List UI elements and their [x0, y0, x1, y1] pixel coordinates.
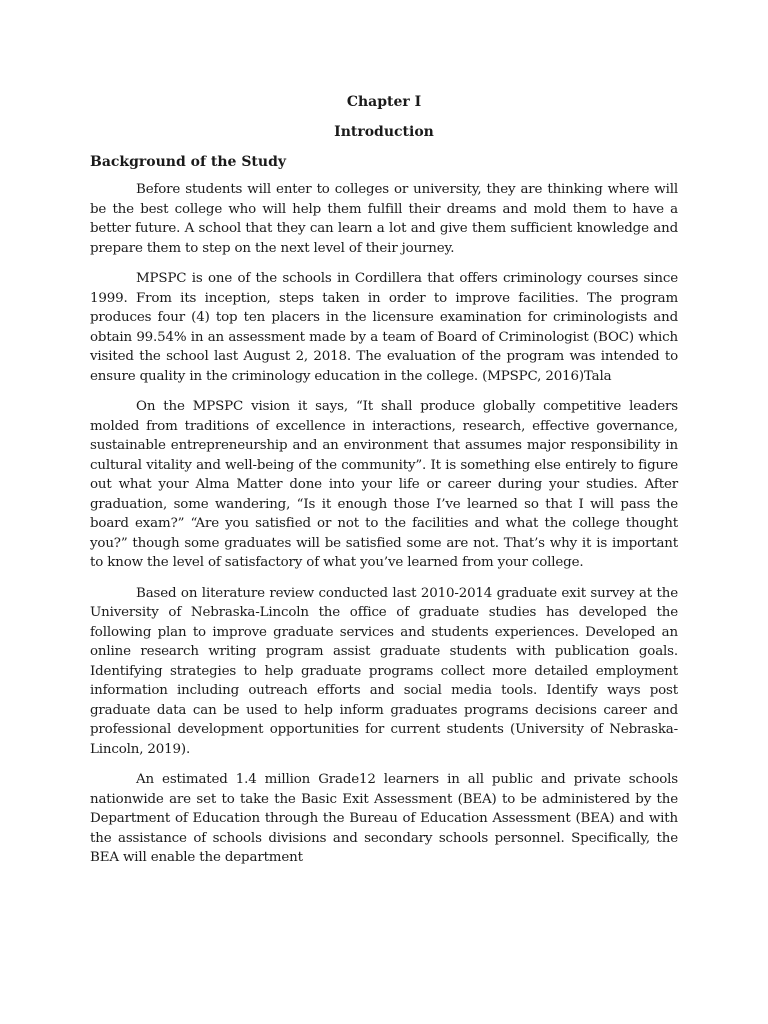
- paragraph-4: Based on literature review conducted last 2010-2014 graduate exit survey at the University of Nebraska-Lincoln the office of graduate studies has developed the following plan to improve graduate services and students experiences. Developed an online research writing program assist graduate students with publication goals. Identifying strategies to help graduate programs collect more detailed employment information including outreach efforts and social media tools. Identify ways post graduate data can be used to help inform graduates programs decisions career and professional development opportunities for current students (University of Nebraska-Lincoln, 2019).: [90, 585, 678, 757]
- section-heading: Background of the Study: [90, 154, 286, 170]
- document-page: [90, 92, 678, 879]
- paragraph-1: Before students will enter to colleges or university, they are thinking where will be the best college who will help them fulfill their dreams and mold them to have a better future. A school that they can learn a lot and give them sufficient knowledge and prepare them to step on the next level of their journey.: [90, 182, 678, 256]
- paragraph-5: An estimated 1.4 million Grade12 learners in all public and private schools nationwide are set to take the Basic Exit Assessment (BEA) to be administered by the Department of Education through the Bureau of Education Assessment (BEA) and with the assistance of schools divisions and secondary schools personnel. Specifically, the BEA will enable the department: [90, 772, 678, 865]
- paragraph-2: MPSPC is one of the schools in Cordillera that offers criminology courses since 1999. From its inception, steps taken in order to improve facilities. The program produces four (4) top ten placers in the licensure examination for criminologists and obtain 99.54% in an assessment made by a team of Board of Criminologist (BOC) which visited the school last August 2, 2018. The evaluation of the program was intended to ensure quality in the criminology education in the college. (MPSPC, 2016)Tala: [90, 271, 678, 384]
- chapter-label: Chapter I: [346, 94, 422, 110]
- chapter-title: Introduction: [334, 124, 434, 140]
- paragraph-3: On the MPSPC vision it says, “It shall produce globally competitive leaders molded from traditions of excellence in interactions, research, effective governance, sustainable entrepreneurship and an environment that assumes major responsibility in cultural vitality and well-being of the community”. It is something else entirely to figure out what your Alma Matter done into your life or career during your studies. After graduation, some wandering, “Is it enough those I’ve learned so that I will pass the board exam?” “Are you satisfied or not to the facilities and what the college thought you?” though some graduates will be satisfied some are not. That’s why it is important to know the level of satisfactory of what you’ve learned from your college.: [90, 399, 678, 570]
